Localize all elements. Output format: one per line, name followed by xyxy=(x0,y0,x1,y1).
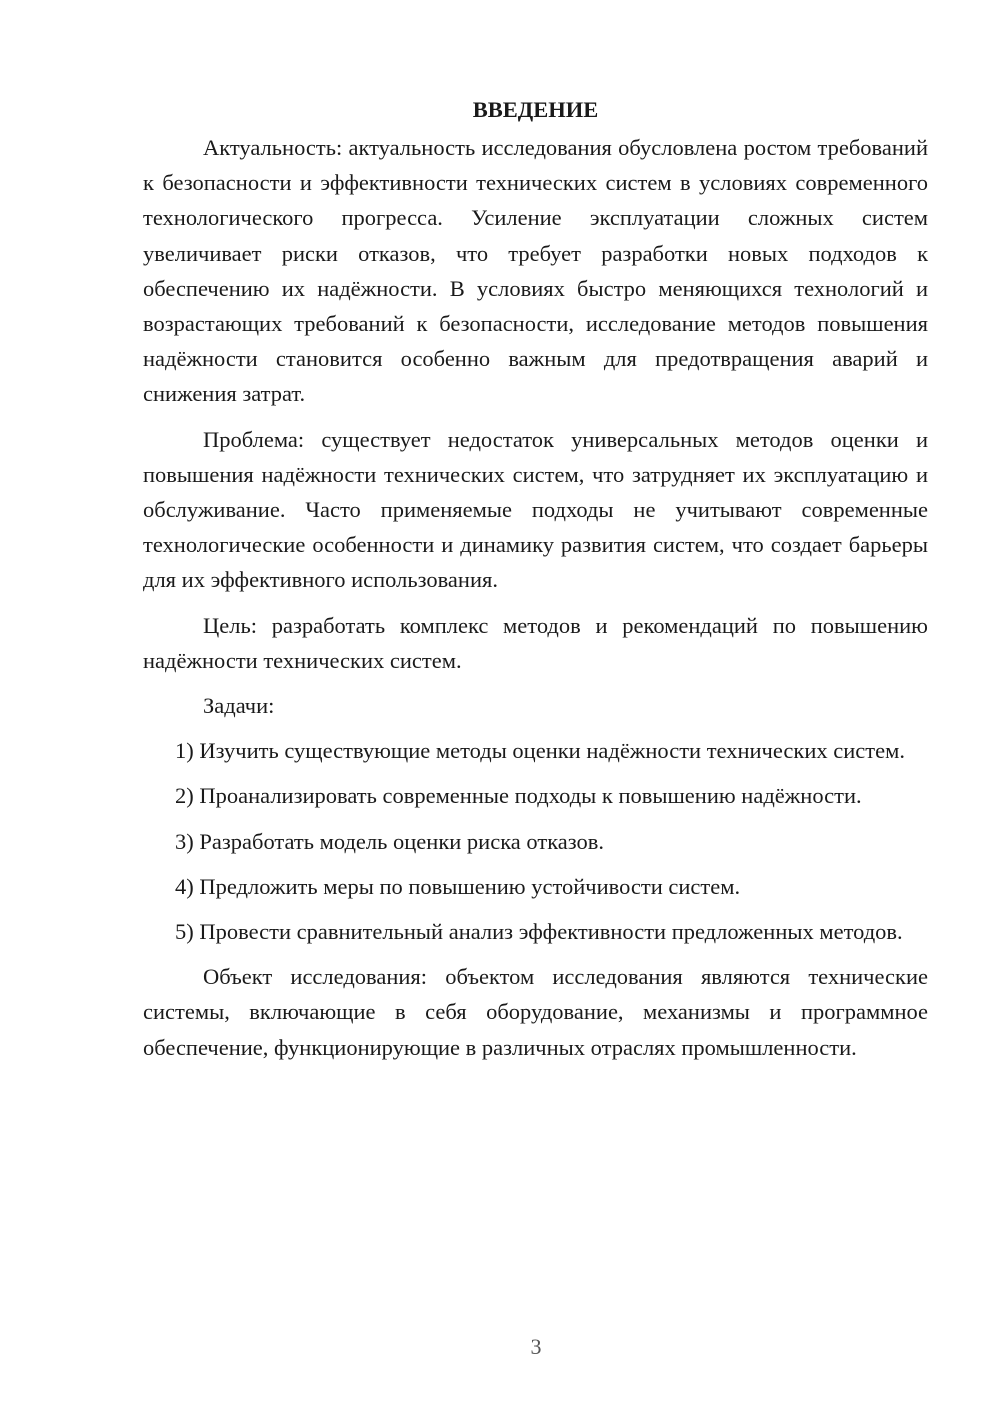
tasks-heading: Задачи: xyxy=(203,693,275,719)
page-number: 3 xyxy=(530,1334,542,1359)
list-item: 4) Предложить меры по повышению устойчивости систем. xyxy=(175,873,741,899)
list-item: 5) Провести сравнительный анализ эффективности предложенных методов. xyxy=(175,919,903,945)
paragraph-goal: Цель: разработать комплекс методов и рекомендаций по повышению надёжности технических систем. xyxy=(143,612,928,673)
list-item: 2) Проанализировать современные подходы к повышению надёжности. xyxy=(175,783,862,809)
document-page xyxy=(143,92,928,1075)
list-item: 1) Изучить существующие методы оценки надёжности технических систем. xyxy=(175,738,905,764)
tasks-list xyxy=(143,733,928,949)
paragraph-object: Объект исследования: объектом исследования являются технические системы, включающие в себя оборудование, механизмы и программное обеспечение, функционирующие в различных отраслях промышленности. xyxy=(143,964,928,1060)
paragraph-relevance: Актуальность: актуальность исследования обусловлена ростом требований к безопасности и эффективности технических систем в условиях современного технологического прогресса. Усиление эксплуатации сложных систем увеличивает риски отказов, что требует разработки новых подходов к обеспечению их надёжности. В условиях быстро меняющихся технологий и возрастающих требований к безопасности, исследование методов повышения надёжности становится особенно важным для предотвращения аварий и снижения затрат. xyxy=(143,135,928,407)
list-item: 3) Разработать модель оценки риска отказов. xyxy=(175,828,605,854)
document-title: ВВЕДЕНИЕ xyxy=(472,97,599,122)
paragraph-problem: Проблема: существует недостаток универсальных методов оценки и повышения надёжности технических систем, что затрудняет их эксплуатацию и обслуживание. Часто применяемые подходы не учитывают современные технологические особенности и динамику развития систем, что создает барьеры для их эффективного использования. xyxy=(143,426,928,593)
